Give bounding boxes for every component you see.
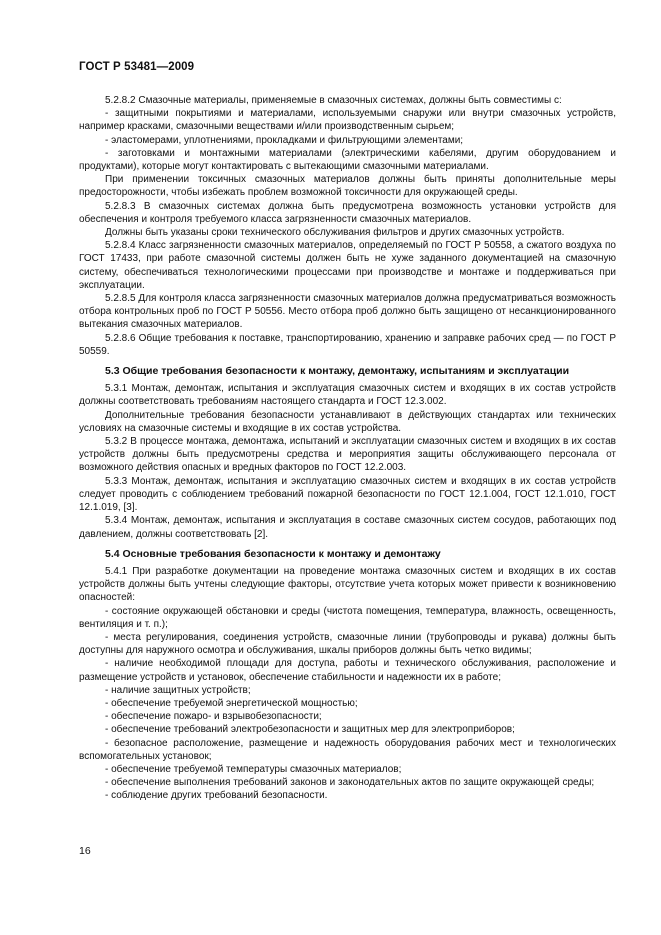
paragraph: 5.2.8.2 Смазочные материалы, применяемые в смазочных системах, должны быть совместимы с: [105, 95, 562, 106]
list-item: - обеспечение пожаро- и взрывобезопасности; [105, 711, 322, 723]
list-item: - наличие защитных устройств; [105, 684, 251, 696]
list-item: - заготовками и монтажными материалами (электрическими кабелями, другим оборудованием и продуктами), которые могут контактировать с вытекающими смазочными материалами. [79, 147, 616, 173]
paragraph: Дополнительные требования безопасности устанавливают в действующих стандартах или технических условиях на смазочные системы и входящие в их состав устройства. [79, 409, 616, 434]
document-body [79, 94, 616, 803]
list-item: - обеспечение требуемой энергетической мощностью; [105, 697, 358, 709]
list-item: - обеспечение требований электробезопасности и защитных мер для электроприборов; [105, 724, 515, 736]
page-number: 16 [79, 845, 91, 857]
paragraph: 5.2.8.6 Общие требования к поставке, транспортированию, хранению и заправке рабочих сред — по ГОСТ Р 50559. [79, 332, 616, 357]
paragraph: 5.2.8.5 Для контроля класса загрязненности смазочных материалов должна предусматриваться возможность отбора контрольных проб по ГОСТ Р 50556. Место отбора проб должно быть защищено от несанкционированного вытекания смазочных материалов. [79, 293, 616, 331]
document-header: ГОСТ Р 53481—2009 [79, 61, 195, 73]
list-item: - обеспечение требуемой температуры смазочных материалов; [105, 763, 402, 775]
list-item: - соблюдение других требований безопасности. [105, 790, 328, 802]
paragraph: 5.2.8.4 Класс загрязненности смазочных материалов, определяемый по ГОСТ Р 50558, а сжатого воздуха по ГОСТ 17433, при работе смазочной системы должен быть не хуже заданного документацией на смазочную систему, обеспечиваться технологическими процессами при производстве и монтаже и поддерживаться при эксплуатации. [79, 240, 616, 291]
paragraph: 5.3.3 Монтаж, демонтаж, испытания и эксплуатацию смазочных систем и входящих в их состав устройств следует проводить с соблюдением требований пожарной безопасности по ГОСТ 12.1.004, ГОСТ 12.1.010, ГОСТ 12.1.019, [3]. [79, 475, 616, 514]
paragraph: 5.2.8.3 В смазочных системах должна быть предусмотрена возможность установки устройств для обеспечения и контроля требуемого класса загрязненности смазочных материалов. [79, 200, 616, 225]
paragraph: 5.3.2 В процессе монтажа, демонтажа, испытаний и эксплуатации смазочных систем и входящих в их состав устройств должны быть предусмотрены средства и мероприятия защиты обслуживающего персонала от возможного действия опасных и вредных факторов по ГОСТ 12.2.003. [79, 436, 616, 474]
paragraph: 5.3.1 Монтаж, демонтаж, испытания и эксплуатация смазочных систем и входящих в их состав устройств должны соответствовать требованиям настоящего стандарта и ГОСТ 12.3.002. [79, 383, 616, 408]
section-heading-5-4: 5.4 Основные требования безопасности к монтажу и демонтажу [105, 547, 441, 560]
list-item: - состояние окружающей обстановки и среды (чистота помещения, температура, влажность, освещенность, вентиляция и т. п.); [79, 605, 616, 630]
list-item: - безопасное расположение, размещение и надежность оборудования рабочих мест и технологических вспомогательных установок; [79, 737, 616, 762]
list-item: - защитными покрытиями и материалами, используемыми снаружи или внутри смазочных устройств, например красками, смазочными веществами и/или производственным сырьем; [79, 108, 616, 133]
list-item: - эластомерами, уплотнениями, прокладками и фильтрующими элементами; [105, 134, 464, 146]
list-item: - обеспечение выполнения требований законов и законодательных актов по защите окружающей среды; [105, 777, 595, 789]
list-item: - места регулирования, соединения устройств, смазочные линии (трубопроводы и рукава) должны быть доступны для наружного осмотра и обслуживания, шкалы приборов должны быть четко видимы; [79, 631, 616, 657]
paragraph: Должны быть указаны сроки технического обслуживания фильтров и других смазочных устройств. [105, 227, 565, 239]
list-item: - наличие необходимой площади для доступа, работы и технического обслуживания, расположение и размещение устройств и установок, обеспечение стабильности и надежности их в работе; [79, 658, 616, 683]
section-heading-5-3: 5.3 Общие требования безопасности к монтажу, демонтажу, испытаниям и эксплуатации [105, 365, 570, 378]
paragraph: 5.3.4 Монтаж, демонтаж, испытания и эксплуатация в составе смазочных систем сосудов, работающих под давлением, должны соответствовать [2]. [79, 515, 616, 540]
paragraph: 5.4.1 При разработке документации на проведение монтажа смазочных систем и входящих в их состав устройств должны быть учтены следующие факторы, отсутствие учета которых может привести к возникновению опасностей: [79, 565, 616, 604]
paragraph: При применении токсичных смазочных материалов должны быть приняты дополнительные меры предосторожности, чтобы избежать проблем возможной токсичности для окружающей среды. [79, 174, 616, 199]
